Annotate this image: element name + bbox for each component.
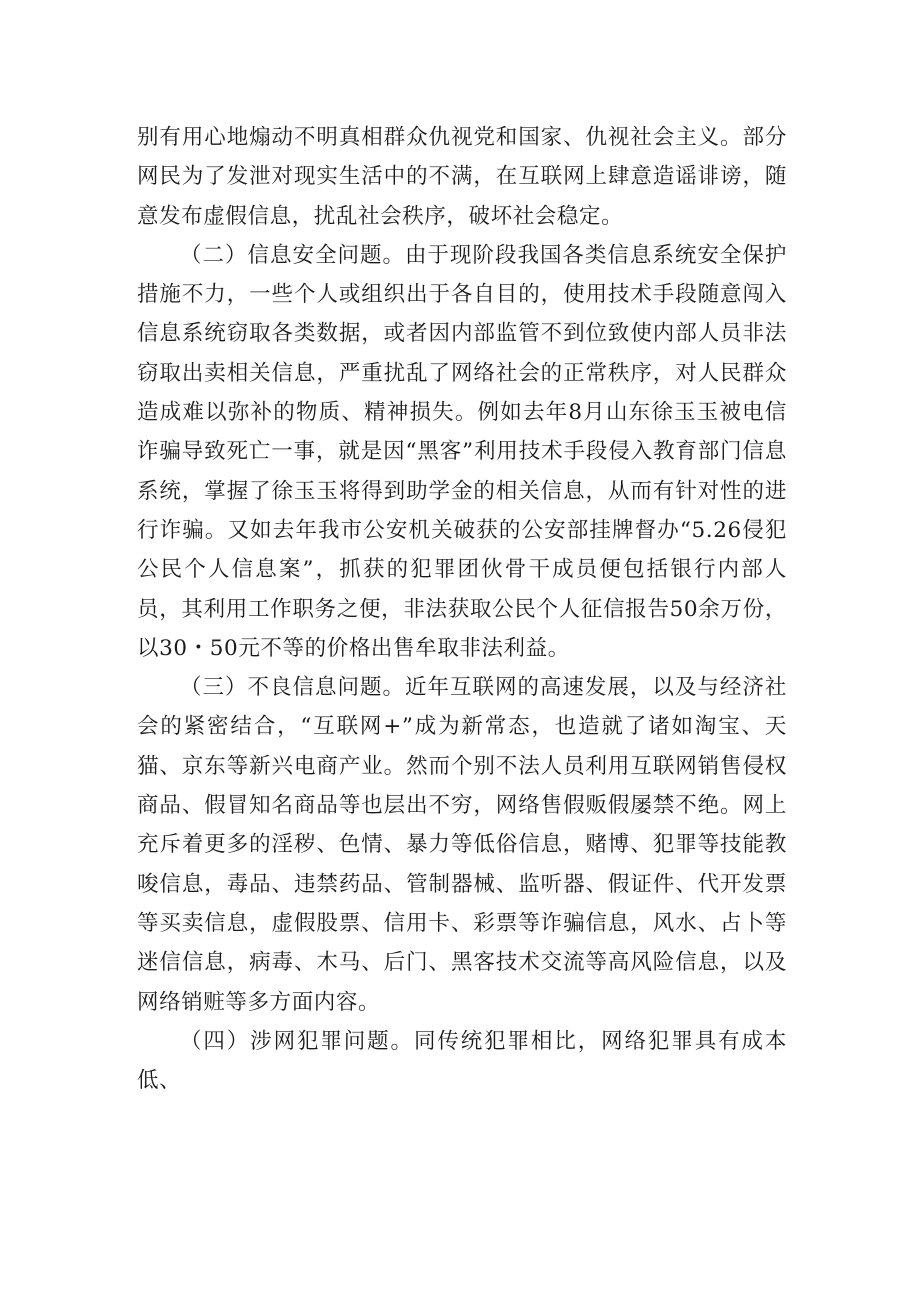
paragraph-harmful-information: （三）不良信息问题。近年互联网的高速发展，以及与经济社会的紧密结合，“互联网+”成为新常态，也造就了诸如淘宝、天猫、京东等新兴电商产业。然而个别不法人员利用互联网销售侵权商品、假冒知名商品等也层出不穷，网络售假贩假屡禁不绝。网上充斥着更多的淫秽、色情、暴力等低俗信息，赌博、犯罪等技能教唆信息，毒品、违禁药品、管制器械、监听器、假证件、代开发票等买卖信息，虚假股票、信用卡、彩票等诈骗信息，风水、占卜等迷信信息，病毒、木马、后门、黑客技术交流等高风险信息，以及网络销赃等多方面内容。	[137, 675, 787, 1015]
paragraph-information-security: （二）信息安全问题。由于现阶段我国各类信息系统安全保护措施不力，一些个人或组织出于各自目的，使用技术手段随意闯入信息系统窃取各类数据，或者因内部监管不到位致使内部人员非法窃取出卖相关信息，严重扰乱了网络社会的正常秩序，对人民群众造成难以弥补的物质、精神损失。例如去年8月山东徐玉玉被电信诈骗导致死亡一事，就是因“黑客”利用技术手段侵入教育部门信息系统，掌握了徐玉玉将得到助学金的相关信息，从而有针对性的进行诈骗。又如去年我市公安机关破获的公安部挂牌督办“5.26侵犯公民个人信息案”，抓获的犯罪团伙骨干成员便包括银行内部人员，其利用工作职务之便，非法获取公民个人征信报告50余万份，以30・50元不等的价格出售牟取非法利益。	[137, 242, 787, 661]
document-body	[137, 118, 787, 1100]
paragraph-cybercrime: （四）涉网犯罪问题。同传统犯罪相比，网络犯罪具有成本低、	[137, 1028, 787, 1094]
paragraph-continuation: 别有用心地煽动不明真相群众仇视党和国家、仇视社会主义。部分网民为了发泄对现实生活中的不满，在互联网上肆意造谣诽谤，随意发布虚假信息，扰乱社会秩序，破坏社会稳定。	[137, 125, 787, 229]
